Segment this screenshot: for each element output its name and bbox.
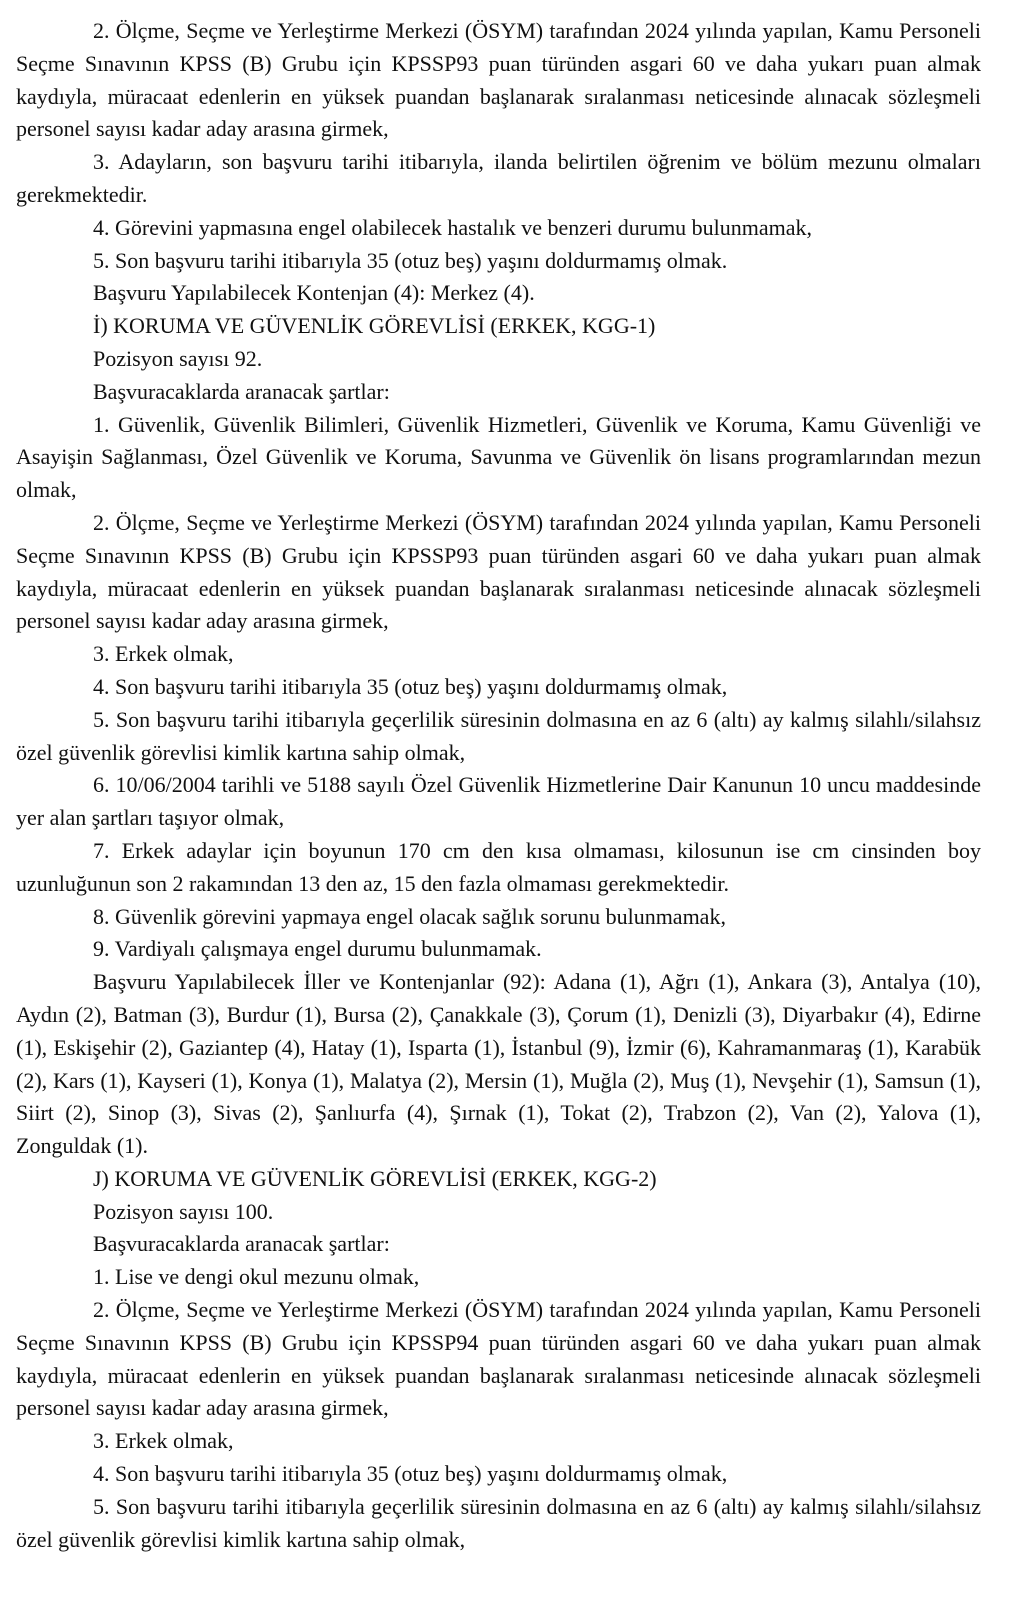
paragraph-osym-kpssp93-ranking-kgg-1: 2. Ölçme, Seçme ve Yerleştirme Merkezi (ÖSYM) tarafından 2024 yılında yapılan, Kamu Personeli Seçme Sınavının KPSS (B) Grubu için KPSSP93 puan türünden asgari 60 ve daha yukarı puan almak kaydıyla, müracaat edenlerin en yüksek puandan başlanarak sıralanması neticesinde alınacak sözleşmeli personel sayısı kadar aday arasına girmek, [16,509,981,634]
paragraph-position-count-100: Pozisyon sayısı 100. [93,1198,274,1224]
section-heading-kgg-2: J) KORUMA VE GÜVENLİK GÖREVLİSİ (ERKEK, KGG-2) [93,1165,657,1191]
paragraph-osym-kpssp93-ranking: 2. Ölçme, Seçme ve Yerleştirme Merkezi (ÖSYM) tarafından 2024 yılında yapılan, Kamu Personeli Seçme Sınavının KPSS (B) Grubu için KPSSP93 puan türünden asgari 60 ve daha yukarı puan almak kaydıyla, müracaat edenlerin en yüksek puandan başlanarak sıralanması neticesinde alınacak sözleşmeli personel sayısı kadar aday arasına girmek, [16,18,981,142]
paragraph-age-requirement-kgg-2: 4. Son başvuru tarihi itibarıyla 35 (otuz beş) yaşını doldurmamış olmak, [93,1461,728,1487]
paragraph-quota-merkez: Başvuru Yapılabilecek Kontenjan (4): Merkez (4). [93,280,535,306]
paragraph-male-requirement: 3. Erkek olmak, [93,641,234,667]
paragraph-osym-kpssp94-ranking: 2. Ölçme, Seçme ve Yerleştirme Merkezi (ÖSYM) tarafından 2024 yılında yapılan, Kamu Personeli Seçme Sınavının KPSS (B) Grubu için KPSSP94 puan türünden asgari 60 ve daha yukarı puan almak kaydıyla, müracaat edenlerin en yüksek puandan başlanarak sıralanması neticesinde alınacak sözleşmeli personel sayısı kadar aday arasına girmek, [16,1297,981,1421]
paragraph-health-requirement: 4. Görevini yapmasına engel olabilecek hastalık ve benzeri durumu bulunmamak, [93,214,813,240]
paragraph-health-security-duty: 8. Güvenlik görevini yapmaya engel olacak sağlık sorunu bulunmamak, [93,903,726,929]
paragraph-male-requirement-kgg-2: 3. Erkek olmak, [93,1428,234,1454]
paragraph-security-programs: 1. Güvenlik, Güvenlik Bilimleri, Güvenlik Hizmetleri, Güvenlik ve Koruma, Kamu Güvenliği ve Asayişin Sağlanması, Özel Güvenlik ve Koruma, Savunma ve Güvenlik ön lisans programlarından mezun olmak, [16,411,981,503]
paragraph-high-school-requirement: 1. Lise ve dengi okul mezunu olmak, [93,1264,420,1290]
paragraph-requirements-intro-kgg-2: Başvuracaklarda aranacak şartlar: [93,1231,390,1257]
paragraph-security-id-card: 5. Son başvuru tarihi itibarıyla geçerlilik süresinin dolmasına en az 6 (altı) ay kalmış silahlı/silahsız özel güvenlik görevlisi kimlik kartına sahip olmak, [16,706,981,765]
paragraph-position-count-92: Pozisyon sayısı 92. [93,345,263,371]
paragraph-age-requirement: 5. Son başvuru tarihi itibarıyla 35 (otuz beş) yaşını doldurmamış olmak. [93,247,728,273]
paragraph-security-id-card-kgg-2: 5. Son başvuru tarihi itibarıyla geçerlilik süresinin dolmasına en az 6 (altı) ay kalmış silahlı/silahsız özel güvenlik görevlisi kimlik kartına sahip olmak, [16,1493,981,1552]
paragraph-requirements-intro: Başvuracaklarda aranacak şartlar: [93,378,390,404]
paragraph-province-quotas: Başvuru Yapılabilecek İller ve Kontenjanlar (92): Adana (1), Ağrı (1), Ankara (3), Antalya (10), Aydın (2), Batman (3), Burdur (1), Bursa (2), Çanakkale (3), Çorum (1), Denizli (3), Diyarbakır (4), Edirne (1), Eskişehir (2), Gaziantep (4), Hatay (1), Isparta (1), İstanbul (9), İzmir (6), Kahramanmaraş (1), Karabük (2), Kars (1), Kayseri (1), Konya (1), Malatya (2), Mersin (1), Muğla (2), Muş (1), Nevşehir (1), Samsun (1), Siirt (2), Sinop (3), Sivas (2), Şanlıurfa (4), Şırnak (1), Tokat (2), Trabzon (2), Van (2), Yalova (1), Zonguldak (1). [16,969,981,1159]
section-heading-kgg-1: İ) KORUMA VE GÜVENLİK GÖREVLİSİ (ERKEK, KGG-1) [93,313,656,339]
paragraph-law-5188: 6. 10/06/2004 tarihli ve 5188 sayılı Özel Güvenlik Hizmetlerine Dair Kanunun 10 uncu maddesinde yer alan şartları taşıyor olmak, [16,772,981,831]
paragraph-education-requirement: 3. Adayların, son başvuru tarihi itibarıyla, ilanda belirtilen öğrenim ve bölüm mezunu olmaları gerekmektedir. [16,149,981,207]
paragraph-height-weight: 7. Erkek adaylar için boyunun 170 cm den kısa olmaması, kilosunun ise cm cinsinden boy uzunluğunun son 2 rakamından 13 den az, 15 den fazla olmaması gerekmektedir. [16,837,981,896]
paragraph-shift-work: 9. Vardiyalı çalışmaya engel durumu bulunmamak. [93,936,542,962]
paragraph-age-requirement-kgg-1: 4. Son başvuru tarihi itibarıyla 35 (otuz beş) yaşını doldurmamış olmak, [93,673,728,699]
